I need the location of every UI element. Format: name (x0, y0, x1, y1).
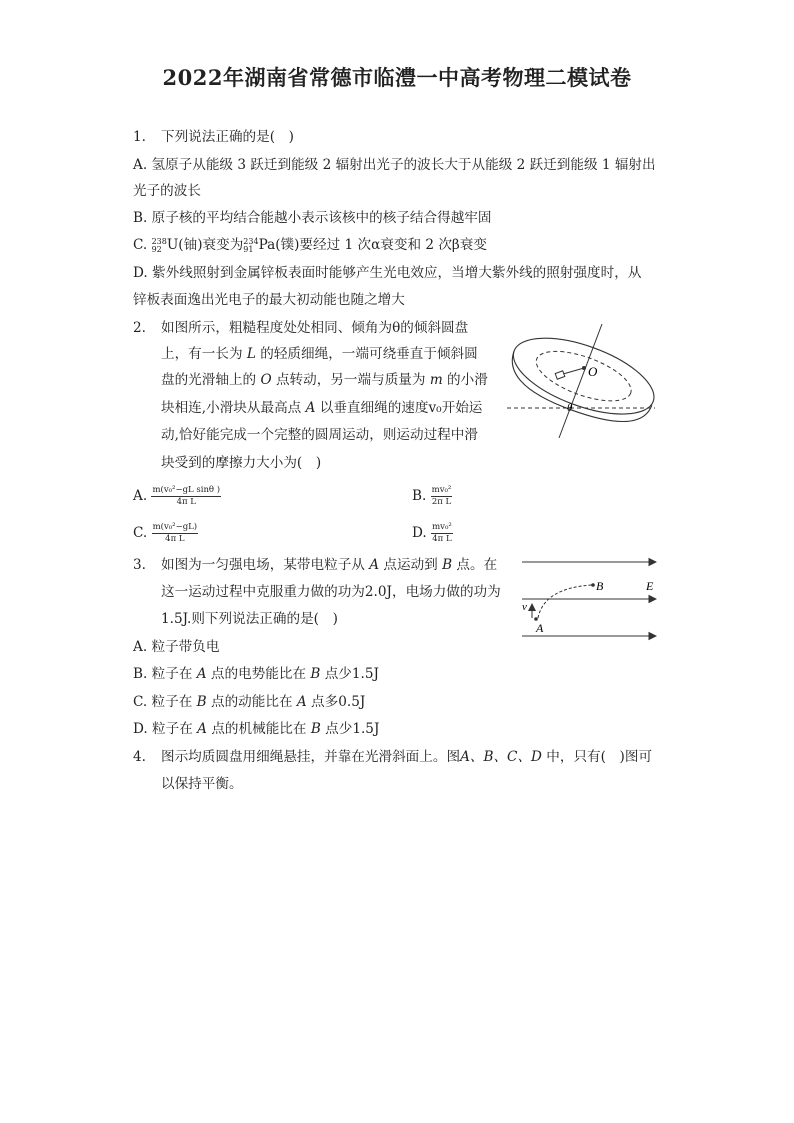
q3-stem-line1: 如图为一匀强电场，某带电粒子从 A 点运动到 B 点。在 (161, 557, 498, 573)
q2-option-b: B. $\frac{\text{mv₀²}}{\text{2π L}}$ (412, 485, 452, 507)
question-1-number: 1. (133, 129, 146, 145)
q2-option-a: A. $\frac{\text{m(v₀²−gL sinθ )}}{\text{4π L}}$ (133, 485, 221, 507)
uranium-nuclide-numbers: 238 92 (151, 236, 167, 254)
q3-option-d: D. 粒子在 A 点的机械能比在 B 点少1.5J (133, 721, 380, 737)
electric-field-figure (518, 552, 663, 647)
label-A: A (536, 621, 544, 635)
question-1-stem: 下列说法正确的是( ) (161, 129, 294, 145)
question-2-number: 2. (133, 320, 146, 336)
q1-option-a-line2: 光子的波长 (133, 183, 201, 199)
label-v: v (522, 601, 527, 613)
inclined-disc-figure (503, 320, 663, 440)
q2-stem-line5: 动,恰好能完成一个完整的圆周运动，则运动过程中滑 (161, 427, 478, 443)
trajectory-path (538, 585, 592, 618)
label-O: O (588, 364, 598, 379)
q4-stem-line1: 图示均质圆盘用细绳悬挂，并靠在光滑斜面上。图A、B、C、D 中，只有( )图可 (161, 749, 653, 765)
question-3-number: 3. (133, 557, 146, 573)
label-E: E (646, 579, 654, 593)
q4-stem-line2: 以保持平衡。 (161, 776, 243, 792)
label-B: B (596, 579, 604, 593)
q1-option-a-line1: A. 氢原子从能级 3 跃迁到能级 2 辐射出光子的波长大于从能级 2 跃迁到能级 1 辐射出 (133, 157, 656, 173)
q3-stem-line2: 这一运动过程中克服重力做的功为2.0J，电场力做的功为 (161, 584, 501, 600)
label-theta: θ (567, 402, 573, 414)
page-title: 2022年湖南省常德市临澧一中高考物理二模试卷 (162, 65, 632, 90)
protactinium-nuclide-numbers: 234 91 (243, 236, 259, 254)
point-B (591, 583, 595, 587)
q3-option-b: B. 粒子在 A 点的电势能比在 B 点少1.5J (133, 666, 379, 682)
q1-option-b: B. 原子核的平均结合能越小表示该核中的核子结合得越牢固 (133, 210, 492, 226)
q3-option-a: A. 粒子带负电 (133, 639, 220, 655)
q2-stem-line2: 上，有一长为 L 的轻质细绳，一端可绕垂直于倾斜圆 (161, 346, 478, 362)
q2-option-d: D. $\frac{\text{mv₀²}}{\text{4π L}}$ (412, 522, 452, 544)
q1-option-d-line2: 锌板表面逸出光电子的最大初动能也随之增大 (133, 292, 405, 308)
q2-stem-line3: 盘的光滑轴上的 O 点转动，另一端与质量为 m 的小滑 (161, 372, 488, 388)
q1-option-c: C. 238 92 U(铀)衰变为 234 91 Pa(镤)要经过 1 次α衰变和 2 次β衰变 (133, 236, 487, 254)
q3-option-c: C. 粒子在 B 点的动能比在 A 点多0.5J (133, 694, 366, 710)
q3-stem-line3: 1.5J.则下列说法正确的是( ) (161, 611, 338, 627)
q2-stem-line6: 块受到的摩擦力大小为( ) (161, 455, 322, 471)
question-4-number: 4. (133, 749, 146, 765)
q2-stem-line1: 如图所示，粗糙程度处处相同、倾角为θ的倾斜圆盘 (161, 320, 469, 336)
pivot-point (582, 366, 586, 370)
q2-option-c: C. $\frac{\text{m(v₀²−gL)}}{\text{4π L}}$ (133, 522, 198, 544)
q2-stem-line4: 块相连,小滑块从最高点 A 以垂直细绳的速度v₀开始运 (161, 400, 483, 416)
q1-option-d-line1: D. 紫外线照射到金属锌板表面时能够产生光电效应，当增大紫外线的照射强度时，从 (133, 265, 642, 281)
